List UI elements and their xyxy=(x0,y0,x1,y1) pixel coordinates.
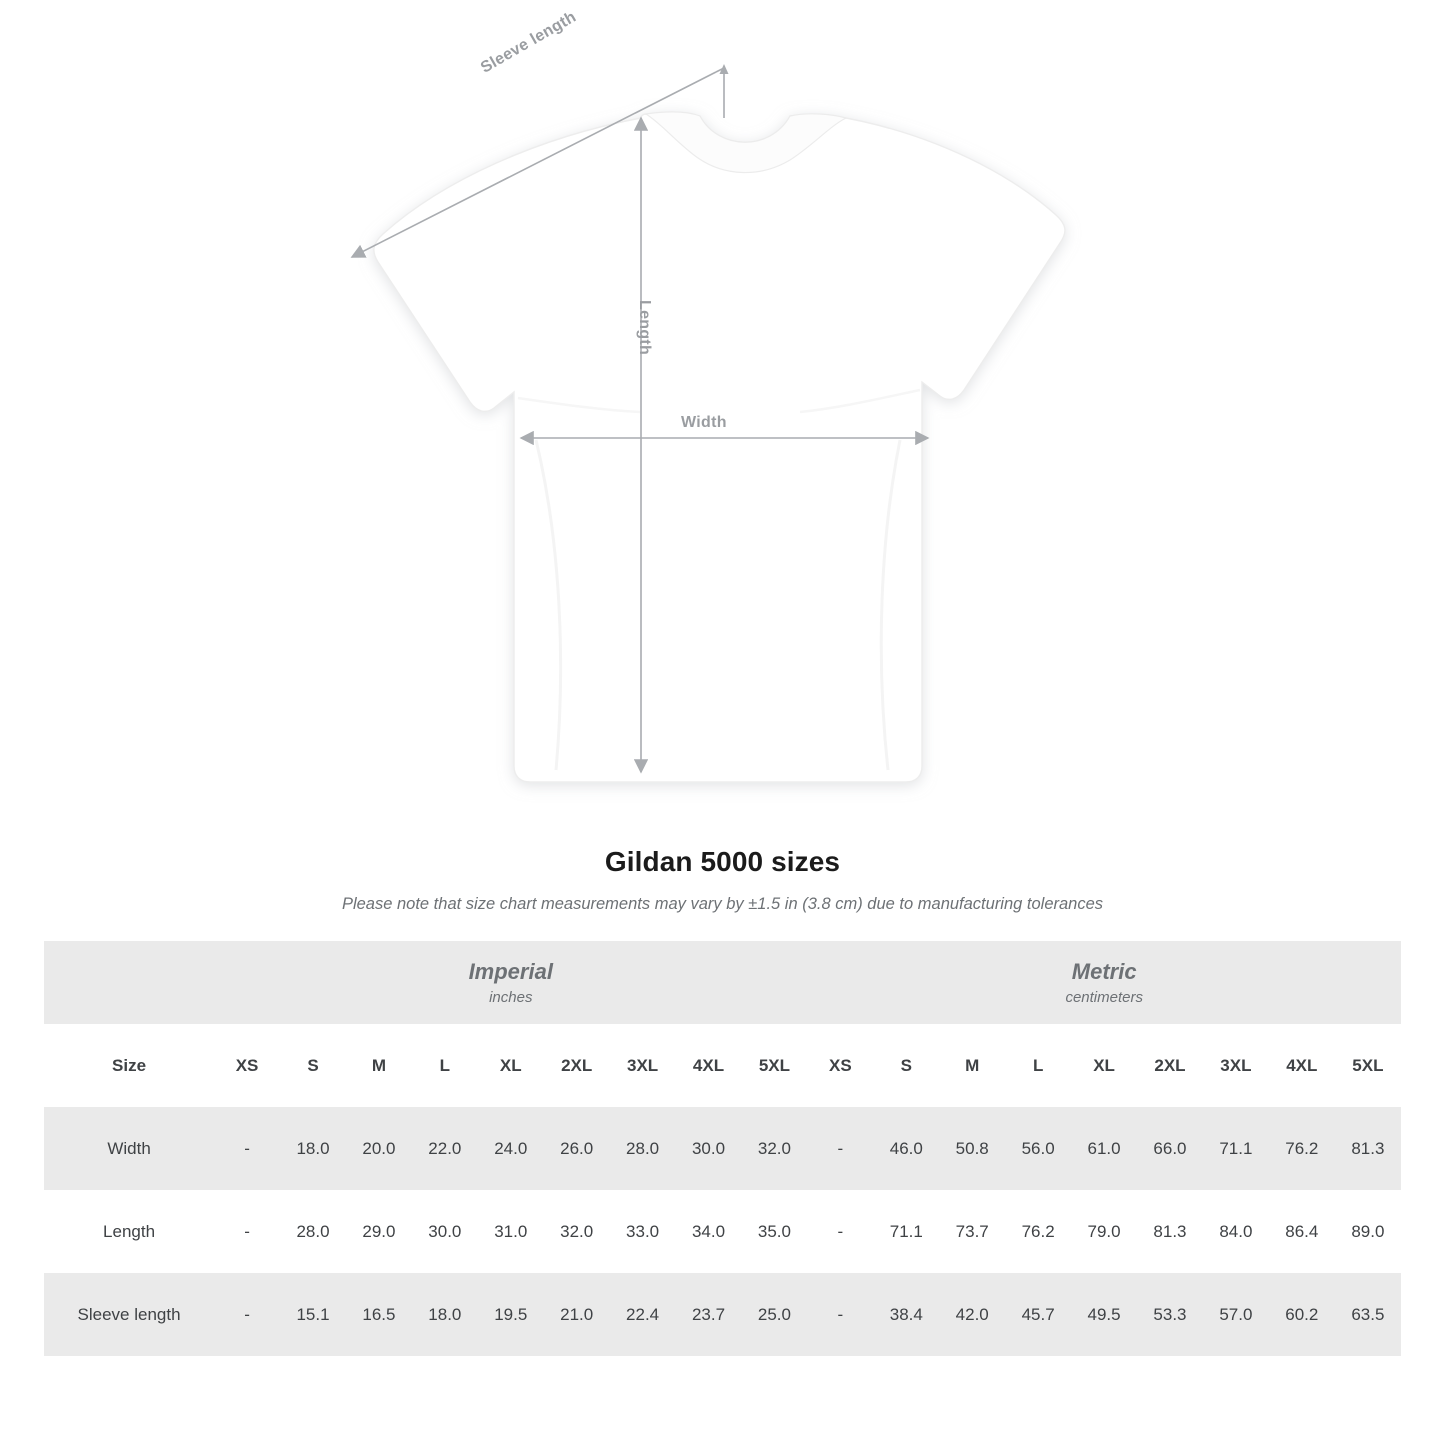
size-table xyxy=(44,941,1401,1356)
table-row-width xyxy=(44,1107,1401,1190)
cell-sleeve-metric-xl: 49.5 xyxy=(1071,1273,1137,1356)
length-label: Length xyxy=(636,300,653,356)
size-header-metric-s: S xyxy=(873,1024,939,1107)
table-row-sleeve-length xyxy=(44,1273,1401,1356)
table-row-length xyxy=(44,1190,1401,1273)
cell-width-metric-4xl: 76.2 xyxy=(1269,1107,1335,1190)
cell-width-metric-xs: - xyxy=(807,1107,873,1190)
unit-header-imperial xyxy=(214,941,807,1024)
cell-sleeve-imperial-3xl: 22.4 xyxy=(610,1273,676,1356)
cell-sleeve-metric-m: 42.0 xyxy=(939,1273,1005,1356)
size-header-imperial-2xl: 2XL xyxy=(544,1024,610,1107)
unit-header-spacer xyxy=(44,941,214,1024)
cell-length-metric-2xl: 81.3 xyxy=(1137,1190,1203,1273)
cell-width-imperial-xs: - xyxy=(214,1107,280,1190)
cell-length-metric-xs: - xyxy=(807,1190,873,1273)
cell-width-imperial-xl: 24.0 xyxy=(478,1107,544,1190)
cell-sleeve-metric-3xl: 57.0 xyxy=(1203,1273,1269,1356)
row-label-length: Length xyxy=(44,1190,214,1273)
tshirt-shape xyxy=(374,112,1065,782)
title-block xyxy=(0,846,1445,914)
size-header-imperial-5xl: 5XL xyxy=(741,1024,807,1107)
cell-length-metric-3xl: 84.0 xyxy=(1203,1190,1269,1273)
cell-width-metric-xl: 61.0 xyxy=(1071,1107,1137,1190)
cell-width-imperial-4xl: 30.0 xyxy=(676,1107,742,1190)
cell-sleeve-metric-l: 45.7 xyxy=(1005,1273,1071,1356)
unit-metric-name: Metric xyxy=(1071,959,1137,985)
cell-length-metric-4xl: 86.4 xyxy=(1269,1190,1335,1273)
size-header-label: Size xyxy=(44,1024,214,1107)
page-title: Gildan 5000 sizes xyxy=(604,846,841,877)
cell-sleeve-imperial-2xl: 21.0 xyxy=(544,1273,610,1356)
size-header-metric-3xl: 3XL xyxy=(1203,1024,1269,1107)
cell-width-imperial-5xl: 32.0 xyxy=(741,1107,807,1190)
cell-width-imperial-s: 18.0 xyxy=(280,1107,346,1190)
cell-sleeve-imperial-4xl: 23.7 xyxy=(676,1273,742,1356)
cell-sleeve-metric-4xl: 60.2 xyxy=(1269,1273,1335,1356)
cell-length-imperial-2xl: 32.0 xyxy=(544,1190,610,1273)
unit-header-metric xyxy=(807,941,1401,1024)
unit-imperial-name: Imperial xyxy=(468,959,553,985)
cell-sleeve-metric-xs: - xyxy=(807,1273,873,1356)
cell-sleeve-metric-s: 38.4 xyxy=(873,1273,939,1356)
cell-width-metric-l: 56.0 xyxy=(1005,1107,1071,1190)
size-header-imperial-xs: XS xyxy=(214,1024,280,1107)
row-label-width: Width xyxy=(44,1107,214,1190)
cell-length-metric-5xl: 89.0 xyxy=(1335,1190,1401,1273)
cell-width-metric-s: 46.0 xyxy=(873,1107,939,1190)
unit-header-row xyxy=(44,941,1401,1024)
size-table-wrapper xyxy=(44,941,1401,1356)
cell-length-metric-m: 73.7 xyxy=(939,1190,1005,1273)
unit-imperial-sub: inches xyxy=(489,988,533,1006)
cell-length-metric-l: 76.2 xyxy=(1005,1190,1071,1273)
size-header-imperial-4xl: 4XL xyxy=(676,1024,742,1107)
cell-width-metric-2xl: 66.0 xyxy=(1137,1107,1203,1190)
cell-length-imperial-s: 28.0 xyxy=(280,1190,346,1273)
size-header-metric-m: M xyxy=(939,1024,1005,1107)
cell-length-imperial-l: 30.0 xyxy=(412,1190,478,1273)
size-header-metric-xs: XS xyxy=(807,1024,873,1107)
cell-length-imperial-5xl: 35.0 xyxy=(741,1190,807,1273)
size-header-metric-xl: XL xyxy=(1071,1024,1137,1107)
cell-length-metric-xl: 79.0 xyxy=(1071,1190,1137,1273)
cell-length-imperial-3xl: 33.0 xyxy=(610,1190,676,1273)
size-header-metric-5xl: 5XL xyxy=(1335,1024,1401,1107)
cell-width-imperial-2xl: 26.0 xyxy=(544,1107,610,1190)
size-header-metric-4xl: 4XL xyxy=(1269,1024,1335,1107)
size-header-imperial-xl: XL xyxy=(478,1024,544,1107)
cell-length-imperial-m: 29.0 xyxy=(346,1190,412,1273)
cell-sleeve-imperial-m: 16.5 xyxy=(346,1273,412,1356)
size-header-imperial-s: S xyxy=(280,1024,346,1107)
size-header-imperial-m: M xyxy=(346,1024,412,1107)
cell-width-metric-5xl: 81.3 xyxy=(1335,1107,1401,1190)
size-header-metric-2xl: 2XL xyxy=(1137,1024,1203,1107)
cell-sleeve-imperial-5xl: 25.0 xyxy=(741,1273,807,1356)
size-header-imperial-l: L xyxy=(412,1024,478,1107)
size-header-metric-l: L xyxy=(1005,1024,1071,1107)
tolerance-note: Please note that size chart measurements may vary by ±1.5 in (3.8 cm) due to manufacturing tolerances xyxy=(341,895,1104,913)
unit-metric-sub: centimeters xyxy=(1065,988,1143,1006)
cell-width-imperial-m: 20.0 xyxy=(346,1107,412,1190)
cell-length-metric-s: 71.1 xyxy=(873,1190,939,1273)
cell-length-imperial-xl: 31.0 xyxy=(478,1190,544,1273)
width-label: Width xyxy=(681,414,727,431)
cell-sleeve-metric-2xl: 53.3 xyxy=(1137,1273,1203,1356)
cell-width-metric-m: 50.8 xyxy=(939,1107,1005,1190)
cell-sleeve-imperial-s: 15.1 xyxy=(280,1273,346,1356)
cell-width-imperial-l: 22.0 xyxy=(412,1107,478,1190)
cell-length-imperial-4xl: 34.0 xyxy=(676,1190,742,1273)
cell-length-imperial-xs: - xyxy=(214,1190,280,1273)
size-header-row xyxy=(44,1024,1401,1107)
cell-sleeve-metric-5xl: 63.5 xyxy=(1335,1273,1401,1356)
cell-width-imperial-3xl: 28.0 xyxy=(610,1107,676,1190)
cell-sleeve-imperial-xl: 19.5 xyxy=(478,1273,544,1356)
cell-sleeve-imperial-xs: - xyxy=(214,1273,280,1356)
sleeve-length-label: Sleeve length xyxy=(478,8,580,77)
cell-sleeve-imperial-l: 18.0 xyxy=(412,1273,478,1356)
row-label-sleeve-length: Sleeve length xyxy=(44,1273,214,1356)
size-header-imperial-3xl: 3XL xyxy=(610,1024,676,1107)
cell-width-metric-3xl: 71.1 xyxy=(1203,1107,1269,1190)
